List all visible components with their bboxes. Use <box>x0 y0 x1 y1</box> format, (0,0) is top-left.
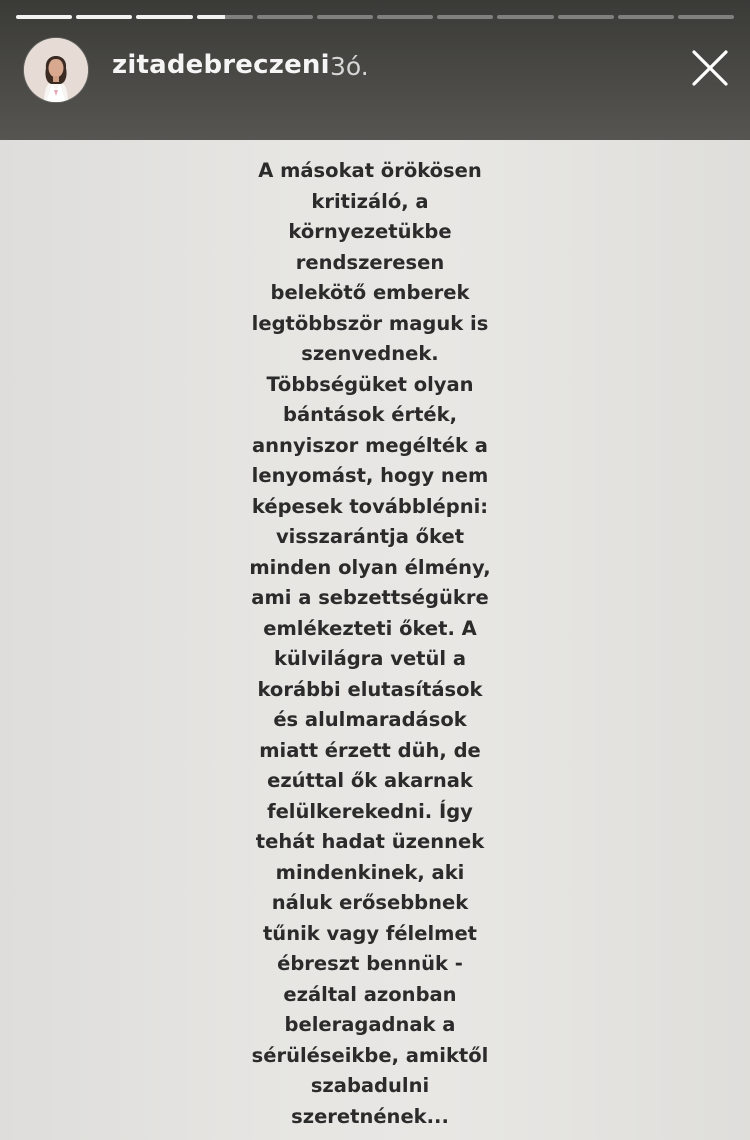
story-text-line: külvilágra vetül a <box>273 647 467 670</box>
story-text-line: náluk erősebbnek <box>271 891 469 914</box>
progress-segment <box>558 15 614 19</box>
story-text-line: miatt érzett düh, de <box>259 738 481 762</box>
story-text <box>215 156 525 1132</box>
close-button[interactable] <box>690 48 730 88</box>
progress-segment <box>618 15 674 19</box>
progress-segment <box>377 15 433 19</box>
progress-segment <box>197 15 253 19</box>
profile-avatar[interactable] <box>24 38 88 102</box>
story-text-line: ami a sebzettségükre <box>251 586 489 609</box>
story-text-line: belekötő emberek <box>270 281 470 304</box>
story-text-line: szenvednek. <box>301 342 439 365</box>
progress-segment <box>257 15 313 19</box>
story-text-line: felülkerekedni. Így <box>267 799 473 823</box>
progress-segment-fill <box>76 15 132 19</box>
progress-segment <box>437 15 493 19</box>
story-text-line: lenyomást, hogy nem <box>251 464 489 487</box>
story-timestamp: 3ó. <box>330 52 369 81</box>
progress-segment <box>76 15 132 19</box>
progress-segment <box>497 15 553 19</box>
story-progress-bar <box>16 15 734 19</box>
story-text-line: tűnik vagy félelmet <box>262 921 478 945</box>
progress-segment-fill <box>197 15 225 19</box>
story-text-line: mindenkinek, aki <box>275 860 465 884</box>
story-text-line: korábbi elutasítások <box>257 677 483 701</box>
progress-segment <box>136 15 192 19</box>
story-text-line: szeretnének... <box>291 1104 449 1128</box>
story-text-line: ezúttal ők akarnak <box>267 769 473 792</box>
story-text-line: ébreszt bennük - <box>277 952 463 975</box>
story-content[interactable] <box>0 140 750 1140</box>
close-icon <box>690 48 730 88</box>
story-text-line: A másokat örökösen <box>258 159 482 182</box>
avatar-image <box>24 38 88 102</box>
story-text-line: legtöbbször maguk is <box>251 311 489 335</box>
story-text-line: környezetükbe <box>288 220 452 243</box>
story-text-line: rendszeresen <box>295 250 445 274</box>
story-text-line: Többségüket olyan <box>266 372 474 396</box>
story-text-line: ezáltal azonban <box>283 982 457 1006</box>
story-text-line: emlékezteti őket. A <box>263 616 477 640</box>
progress-segment <box>317 15 373 19</box>
story-text-line: sérüléseikbe, amiktől <box>251 1043 489 1067</box>
username[interactable]: zitadebreczeni <box>112 50 330 80</box>
story-text-line: visszarántja őket <box>275 525 465 548</box>
story-text-line: és alulmaradások <box>273 708 467 731</box>
story-text-line: kritizáló, a <box>311 189 429 213</box>
progress-segment <box>16 15 72 19</box>
story-header <box>0 0 750 140</box>
progress-segment-fill <box>136 15 192 19</box>
story-text-line: annyiszor megélték a <box>252 433 488 457</box>
story-text-line: minden olyan élmény, <box>249 555 491 579</box>
story-text-line: bántások érték, <box>282 403 457 426</box>
progress-segment-fill <box>16 15 72 19</box>
story-text-line: beleragadnak a <box>284 1013 456 1036</box>
story-text-line: tehát hadat üzennek <box>255 830 485 853</box>
story-text-line: képesek továbblépni: <box>251 494 489 518</box>
progress-segment <box>678 15 734 19</box>
story-text-line: szabadulni <box>310 1074 430 1097</box>
